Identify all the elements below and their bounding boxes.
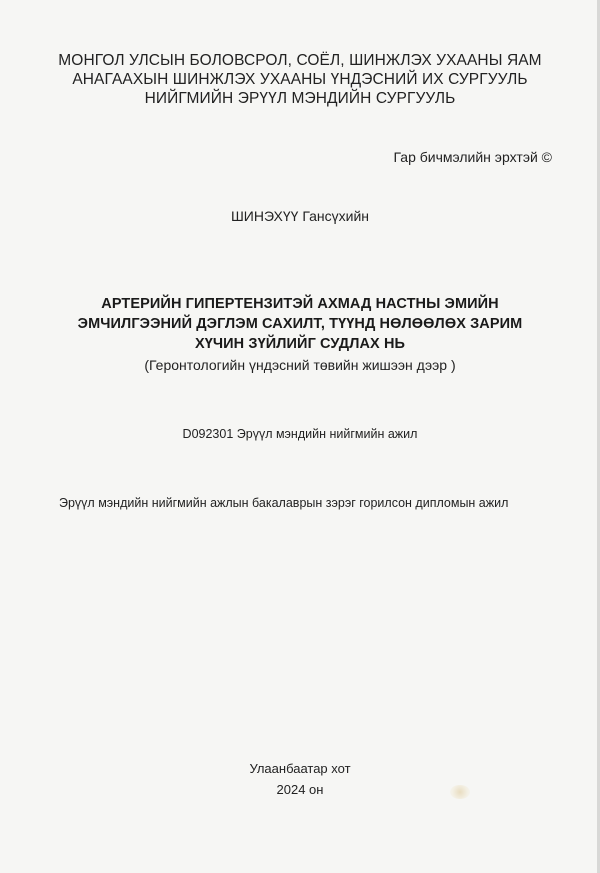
- program-code: D092301 Эрүүл мэндийн нийгмийн ажил: [182, 427, 418, 441]
- year: 2024 он: [276, 782, 324, 797]
- copyright-notice: Гар бичмэлийн эрхтэй ©: [393, 149, 552, 165]
- author-name: ШИНЭХҮҮ Гансүхийн: [230, 208, 370, 224]
- university-name: АНАГААХЫН ШИНЖЛЭХ УХААНЫ ҮНДЭСНИЙ ИХ СУРГУУЛЬ: [72, 71, 528, 88]
- thesis-subtitle: (Геронтологийн үндэсний төвийн жишээн дээр ): [144, 357, 456, 373]
- place-name: Улаанбаатар хот: [249, 761, 351, 776]
- thesis-title-line-3: ХҮЧИН ЗҮЙЛИЙГ СУДЛАХ НЬ: [194, 336, 406, 352]
- degree-statement: Эрүүл мэндийн нийгмийн ажлын бакалаврын зэрэг горилсон дипломын ажил: [59, 496, 509, 510]
- thesis-title-line-1: АРТЕРИЙН ГИПЕРТЕНЗИТЭЙ АХМАД НАСТНЫ ЭМИЙН: [101, 296, 499, 312]
- ministry-name: МОНГОЛ УЛСЫН БОЛОВСРОЛ, СОЁЛ, ШИНЖЛЭХ УХААНЫ ЯАМ: [58, 52, 542, 69]
- paper-stain: [450, 785, 470, 799]
- school-name: НИЙГМИЙН ЭРҮҮЛ МЭНДИЙН СУРГУУЛЬ: [144, 90, 456, 107]
- thesis-title-line-2: ЭМЧИЛГЭЭНИЙ ДЭГЛЭМ САХИЛТ, ТҮҮНД НӨЛӨӨЛӨХ ЗАРИМ: [77, 316, 523, 332]
